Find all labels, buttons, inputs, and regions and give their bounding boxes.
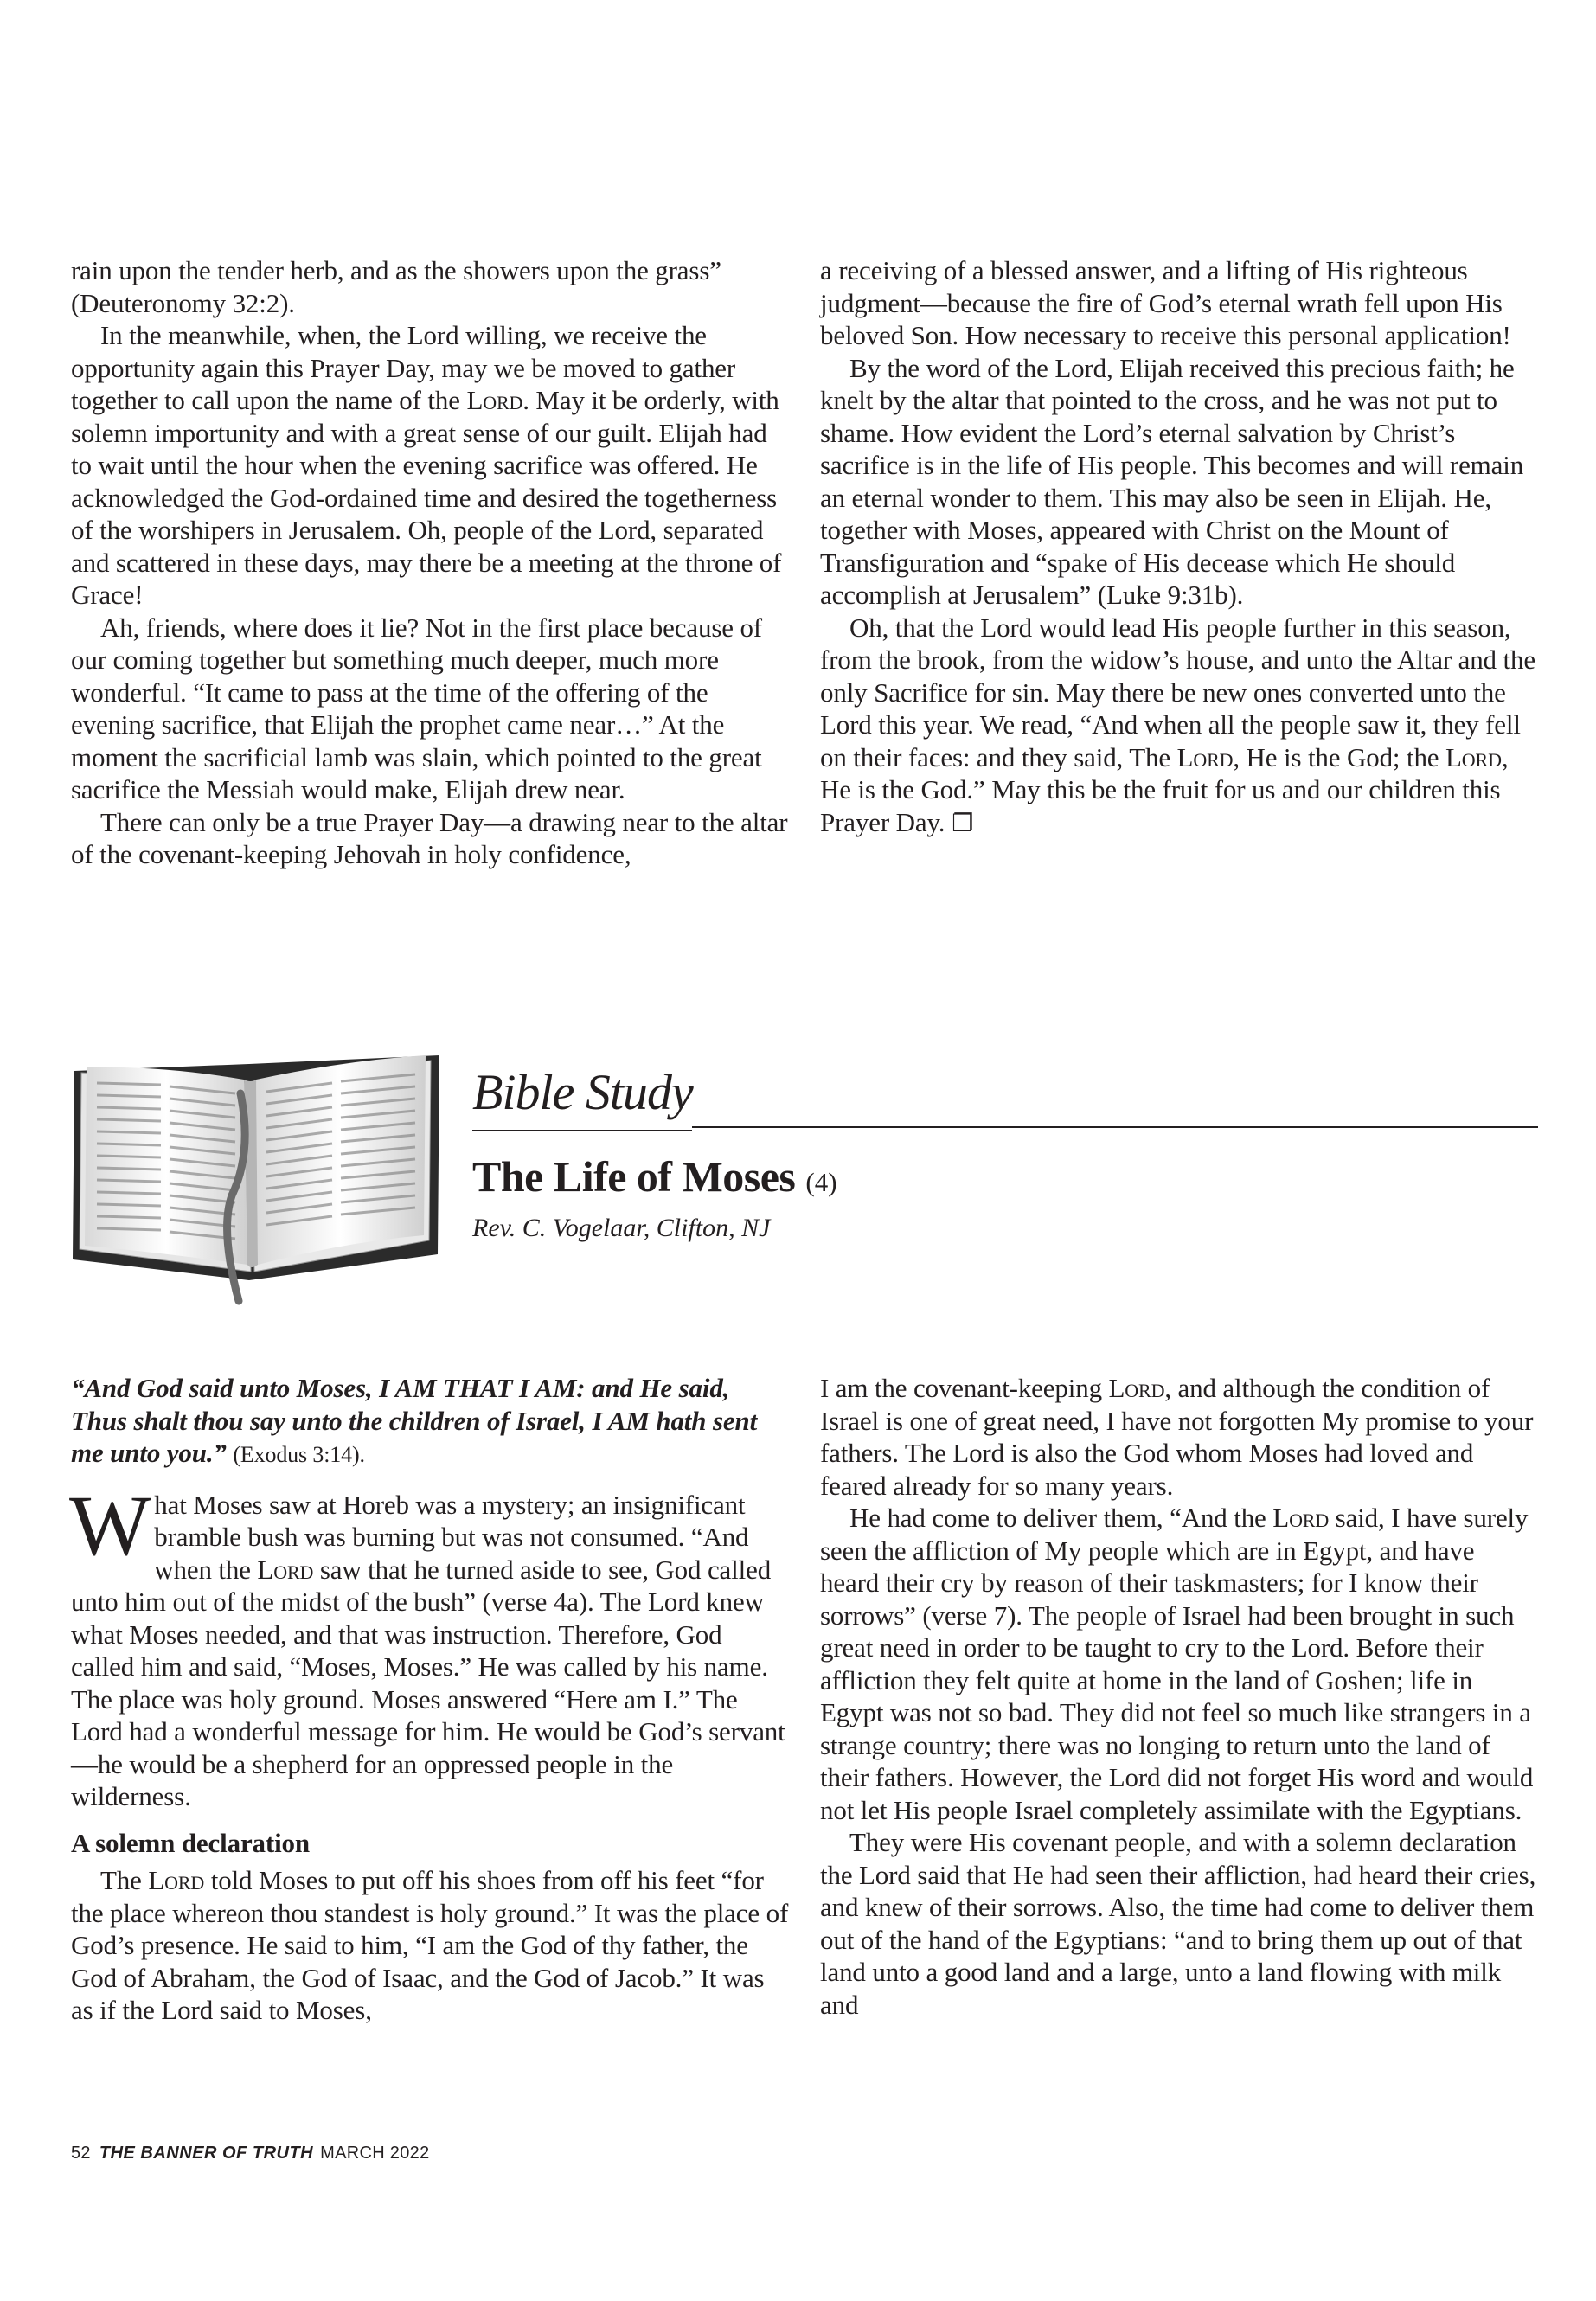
text-run: hat Moses saw at Horeb was a mystery; an insignificant bramble bush was burning but was not consumed. “And when the [154, 1489, 749, 1585]
paragraph: They were His covenant people, and with a solemn declaration the Lord said that He had seen their affliction, had heard their cries, and knew of their sorrows. Also, the time had come to deliver them out of the hand of the Egyptians: “and to bring them up out of that land unto a good land and a large, unto a land flowing with milk and [820, 1827, 1536, 2020]
text-run: Oh, that the Lord would lead His people further in this season, from the brook, from the widow’s house, and unto the Altar and the only Sacrifice for sin. May there be new ones converted unto the Lord this year. We read, “And when all the people saw it, they fell on their faces: and they said, The [820, 612, 1535, 772]
text-run: told Moses to put off his shoes from off his feet “for the place whereon thou standest is holy ground.” It was the place of God’s presence. He said to him, “I am the God of thy father, the God of Abraham, the God of Isaac, and the God of Jacob.” It was as if the Lord said to Moses, [71, 1865, 789, 2025]
text-run: saw that he turned aside to see, God called unto him out of the midst of the bush” (verse 4a). The Lord knew what Moses needed, and that was instruction. Therefore, God called him and said, “Moses, Moses.” He was called by his name. The place was holy ground. Moses answered “Here am I.” The Lord had a wonderful message for him. He would be God’s servant—he would be a shepherd for an oppressed people in the wilderness. [71, 1554, 785, 1811]
lord-smallcaps: Lord [1176, 741, 1234, 772]
lord-smallcaps: Lord [466, 385, 523, 415]
paragraph [71, 319, 789, 612]
lord-smallcaps: Lord [1108, 1373, 1165, 1403]
paragraph [69, 1477, 789, 1813]
lord-smallcaps: Lord [1272, 1503, 1330, 1533]
paragraph [820, 1372, 1538, 1502]
text-run: In the meanwhile, when, the Lord willing, we receive the opportunity again this Prayer Day, may we be moved to gather together to call upon the name of the [71, 320, 736, 415]
page-footer [71, 2142, 430, 2164]
article-left-column [71, 1372, 789, 2027]
text-run: said, I have surely seen the affliction of My people which are in Egypt, and have heard their cry by reason of their taskmasters; for I know their sorrows” (verse 7). The people of Israel had been brought in such great need in order to be taught to cry to the Lord. Before their affliction they felt quite at home in the land of Goshen; life in Egypt was not so bad. They did not feel so much like strangers in a strange country; there was no longing to return unto the land of their fathers. However, the Lord did not forget His word and would not let His people Israel completely assimilate with the Egyptians. [820, 1503, 1534, 1825]
text-run: I am the covenant-keeping [820, 1373, 1109, 1403]
paragraph [820, 612, 1538, 840]
text-run: , and although the condition of Israel is one of great need, I have not forgotten My promise to your fathers. The Lord is also the God whom Moses had loved and feared already for so many years. [820, 1373, 1534, 1501]
title-underline [472, 1130, 692, 1131]
spacer [71, 1471, 789, 1489]
publication-name: THE BANNER OF TRUTH [99, 2144, 314, 2163]
paragraph [71, 1864, 789, 2027]
opening-verse [71, 1372, 789, 1471]
drop-cap: W [69, 1477, 151, 1574]
section-title: Bible Study [472, 1064, 693, 1120]
open-bible-icon [67, 1048, 448, 1308]
article-title [472, 1150, 837, 1208]
text-run: He had come to deliver them, “And the [849, 1503, 1273, 1533]
paragraph: There can only be a true Prayer Day—a drawing near to the altar of the covenant-keeping Jehovah in holy confidence, [71, 806, 788, 869]
paragraph: Ah, friends, where does it lie? Not in the first place because of our coming together but something much deeper, much more wonderful. “It came to pass at the time of the offering of the evening sacrifice, that Elijah the prophet came near…” At the moment the sacrificial lamb was slain, which pointed to the great sacrifice the Messiah would make, Elijah drew near. [71, 612, 762, 804]
article-right-column [820, 1372, 1538, 2021]
lord-smallcaps: Lord [1445, 741, 1502, 772]
text-run: , He is the God; the [1233, 741, 1446, 772]
paragraph [820, 1502, 1538, 1826]
top-left-column [71, 254, 789, 871]
text-run: The [100, 1865, 149, 1895]
byline: Rev. C. Vogelaar, Clifton, NJ [472, 1214, 771, 1242]
verse-text: “And God said unto Moses, I AM THAT I AM: and He said, Thus shalt thou say unto the children of Israel, I AM hath sent me unto you.” [71, 1373, 758, 1468]
paragraph: By the word of the Lord, Elijah received this precious faith; he knelt by the altar that pointed to the cross, and he was not put to shame. How evident the Lord’s eternal salvation by Christ’s sacrifice is in the life of His people. This becomes and will remain an eternal wonder to them. This may also be seen in Elijah. He, together with Moses, appeared with Christ on the Mount of Transfiguration and “spake of His decease which He should accomplish at Jerusalem” (Luke 9:31b). [820, 352, 1524, 610]
article-title-text: The Life of Moses [472, 1152, 796, 1201]
text-run: , He is the God.” May this be the fruit for us and our children this Prayer Day. [820, 741, 1509, 837]
paragraph: rain upon the tender herb, and as the showers upon the grass” (Deuteronomy 32:2). [71, 255, 721, 318]
verse-reference: (Exodus 3:14). [233, 1442, 365, 1467]
top-right-column [820, 254, 1538, 839]
subheading: A solemn declaration [71, 1827, 310, 1858]
text-run: . May it be orderly, with solemn importunity and with a great sense of our guilt. Elijah had to wait until the hour when the evening sacrifice was offered. He acknowledged the God-ordained time and desired the togetherness of the worshipers in Jerusalem. Oh, people of the Lord, separated and scattered in these days, may there be a meeting at the throne of Grace! [71, 385, 782, 610]
end-of-article-mark: ❐ [952, 808, 974, 837]
article-part-number: (4) [805, 1167, 837, 1197]
page-number: 52 [71, 2144, 91, 2163]
lord-smallcaps: Lord [148, 1865, 205, 1895]
title-rule [692, 1126, 1538, 1128]
lord-smallcaps: Lord [257, 1554, 314, 1585]
paragraph: a receiving of a blessed answer, and a lifting of His righteous judgment—because the fire of God’s eternal wrath fell upon His beloved Son. How necessary to receive this personal application! [820, 255, 1511, 350]
issue-date: MARCH 2022 [320, 2144, 430, 2163]
